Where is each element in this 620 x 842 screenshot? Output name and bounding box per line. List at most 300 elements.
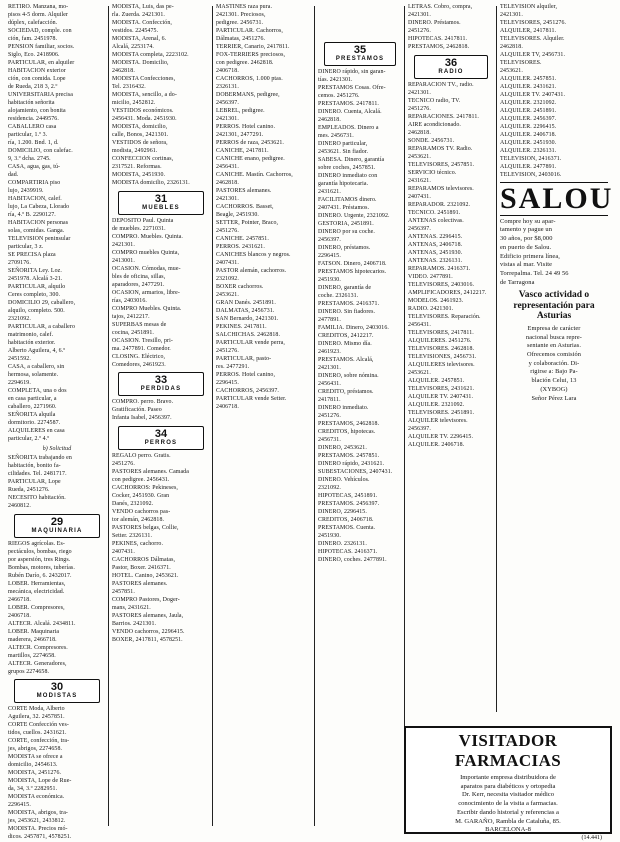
ad-line: ALQUILER. 2451930. xyxy=(500,140,557,146)
ad-line: Danés, 2321092. xyxy=(112,500,154,507)
ad-line: cemos. 2451276. xyxy=(318,93,360,99)
ad-line: MODISTA completa, 2223102. xyxy=(112,52,189,58)
ad-line: RIEGOS agrícolas. Es- xyxy=(8,540,65,547)
ad-line: jes, 2453621, 2433812. xyxy=(8,818,66,824)
ad-line: PASTORES alemanes. Camada xyxy=(112,468,189,475)
ad-line: Aguilera, 32. 2457851. xyxy=(8,714,65,720)
classified-list xyxy=(112,218,210,370)
ad-line: DINERO. Sin fiadores. xyxy=(318,309,376,315)
ad-line: TELEVISORES. xyxy=(500,60,542,66)
ad-line: Cocker, 2451930. Gran xyxy=(112,492,170,499)
ad-line: PARTICULAR, Lope xyxy=(8,479,61,485)
ad-line: 2407431. xyxy=(112,548,135,555)
ad-line: 2462818. xyxy=(318,117,341,123)
ad-line: 2456397. xyxy=(216,100,239,106)
ad-line: CREDITOS, hipotecas. xyxy=(318,429,376,435)
ad-line: 2413001. xyxy=(112,257,135,264)
ad-line: 2462818. xyxy=(408,129,431,136)
ad-line: TECNICO. 2451891. xyxy=(408,209,461,216)
ad-line: habitación exterior. xyxy=(8,340,56,346)
ad-line: SEÑORITA alquila xyxy=(8,412,56,418)
ad-line: 2421301. xyxy=(112,241,135,248)
ad-line: rla. Zuerda. 2421301. xyxy=(112,12,165,18)
ad-line: PRESTAMOS. 2457851. xyxy=(318,453,380,459)
column-6 xyxy=(500,4,614,720)
ad-line: REPARAMOS TV. Radio. xyxy=(408,145,473,152)
section-header-modistas xyxy=(14,679,100,703)
ad-line: 2461923. xyxy=(318,349,341,355)
ad-line: ALTECR. Compresores. xyxy=(8,644,68,651)
ad-line: TELEVISION alquiler, xyxy=(500,4,558,10)
ad-line: aparatos para diabéticos y ortopedia xyxy=(460,782,556,790)
column-rule xyxy=(496,6,497,712)
ad-line: TECNICO radio, TV. xyxy=(408,97,461,104)
ad-line: de muebles. 2271031. xyxy=(112,225,166,232)
ad-line: DINERO, préstamos. xyxy=(318,245,371,251)
ad-line: PASTORES alemanes. xyxy=(216,188,272,194)
ad-line: y colaboración. Di- xyxy=(528,359,580,367)
ad-line: MODISTA, abrigos, tra- xyxy=(8,810,68,816)
ad-line: REPARACIONES. 2417811. xyxy=(408,113,479,120)
section-number: 30 xyxy=(50,681,64,693)
ad-line: PARTICULAR, a caballero xyxy=(8,324,76,330)
ad-line: habitación señorita xyxy=(8,100,55,106)
ad-line: COMPLETA, una o dos xyxy=(8,388,67,394)
ad-line: ALQUILER, 2417811. xyxy=(500,28,557,34)
ad-line: 2451276. xyxy=(216,228,239,234)
ad-line: 30 años, por $8,000 xyxy=(500,235,553,243)
ad-line: Alcalá, 2253174. xyxy=(112,44,155,50)
ad-line: GRAN Danés. 2451891. xyxy=(216,300,276,306)
ad-line: CLOSING. Eléctrico, xyxy=(112,353,166,360)
ad-line: 2421301. Preciosos, xyxy=(216,12,266,18)
section-title: PRESTAMOS xyxy=(335,56,385,62)
ad-line: SEÑORITA Ley. Loz. xyxy=(8,268,62,274)
ad-line: ma. 2477891. Comedor. xyxy=(112,345,171,352)
classified-list xyxy=(8,706,106,842)
ad-line: MODISTA. Confección, xyxy=(112,20,172,26)
ad-line: LETRAS. Cobro, compra, xyxy=(408,4,473,10)
ad-line: calle, Bonos, 2421301. xyxy=(112,132,169,138)
ad-body xyxy=(412,774,604,834)
ad-line: rigirse a: Bajo Pa- xyxy=(530,368,578,376)
section-title: MAQUINARIA xyxy=(31,527,83,534)
ad-line: ALQUILER TV, 2456731. xyxy=(500,52,566,58)
ad-line: 2407431. xyxy=(408,193,431,200)
ad-line: 2451930. xyxy=(318,277,341,283)
ad-line: BOXER cachorros. xyxy=(216,284,264,290)
ad-line: LOBER. Compresores, xyxy=(8,604,65,611)
ad-line: hermosa, solamente. xyxy=(8,372,59,378)
ad-line: MODISTA, Luis, das pe- xyxy=(112,4,174,10)
ad-line: PERROS. Hotel canino. xyxy=(216,124,276,130)
ad-line: res. 2477291. xyxy=(216,364,250,370)
ad-line: AMPLIFICADORES, 2412217. xyxy=(408,289,487,296)
ad-line: alquilo, completo. 500. xyxy=(8,308,65,314)
ad-line: Setter. 2326131. xyxy=(112,532,153,539)
ad-line: CORTE, confección, tra- xyxy=(8,738,70,744)
ad-line: 2456731. xyxy=(318,437,341,443)
ad-line: Ceres completo, 300. xyxy=(8,292,61,298)
ad-line: TELEVISORES, 2457851. xyxy=(408,161,475,168)
ad-line: rías, 2403016. xyxy=(112,297,147,304)
ad-line: MODISTA económica. xyxy=(8,794,65,800)
ad-line: Dálmatas, 2451276. xyxy=(216,36,266,42)
ad-line: CANICHE, 2417811. xyxy=(216,148,269,154)
ad-line: HIPOTECAS, 2451891. xyxy=(318,493,378,499)
ad-line: TELEVISION, 2416371. xyxy=(500,156,562,162)
ad-line: MODISTA. Domicilio, xyxy=(112,60,169,66)
ad-line: Siglo, Eco. 2418906. xyxy=(8,52,60,58)
ad-line: Alberto Aguilera, 4, 6.º xyxy=(8,348,66,354)
ad-line: blación Celui, 13 xyxy=(531,377,577,385)
classified-page xyxy=(8,4,614,841)
ad-line: CREDITOS, 2406718. xyxy=(318,517,374,523)
ad-line: jes, abrigos, 2274658. xyxy=(8,746,63,752)
ad-line: VESTIDOS económicos. xyxy=(112,108,174,114)
ad-line: DINERO, coches. 2477891. xyxy=(318,557,387,563)
ad-line: PRESTAMOS. Cuenta. xyxy=(318,525,376,531)
ad-line: EMPLEADOS. Dinero a xyxy=(318,125,379,131)
ad-line: OCASION, armarios, libre- xyxy=(112,289,180,296)
ad-line: Ofrecemos comisión xyxy=(526,350,582,358)
classified-list xyxy=(112,453,210,645)
ad-line: en casa particular, a xyxy=(8,396,57,402)
ad-line: TELEVISORES. 2462818. xyxy=(408,345,475,352)
ad-line: LEBREL, pedigree. xyxy=(216,108,265,114)
section-number: 34 xyxy=(154,427,168,440)
ad-line: 2317521. Reformas. xyxy=(112,164,162,170)
ad-line: Importante empresa distribuidora de xyxy=(460,774,556,781)
ad-line: Compre hoy su apar- xyxy=(500,217,556,225)
ad-line: MODISTA, sencillo, a do- xyxy=(112,92,177,98)
ad-line: 2453621. Sin fiador. xyxy=(318,149,369,155)
ad-line: 2421301. xyxy=(500,12,523,18)
ad-line: 2421301, 2477291. xyxy=(216,132,264,138)
ad-line: 2451276. xyxy=(318,413,341,419)
ad-line: TELEVISORES, 2403016. xyxy=(408,281,475,288)
ad-line: PENSION familiar, socios. xyxy=(8,44,75,50)
ad-line: HIPOTECAS. 2416371. xyxy=(318,549,378,555)
ad-line: ANTENAS. 2296415. xyxy=(408,233,463,240)
ad-line: PASTORES alemanes. xyxy=(112,580,168,587)
ad-line: CABALLERO casa xyxy=(8,124,57,130)
ad-line: ALQUILER. 2296415. xyxy=(500,124,557,130)
section-header-maquinaria xyxy=(14,514,100,538)
column-4 xyxy=(318,4,402,832)
notice-body xyxy=(500,325,608,403)
ad-line: PRESTAMOS hipotecarios. xyxy=(318,269,387,275)
ad-line: 2321092. xyxy=(216,276,239,282)
ad-line: MASTINES raza pura. xyxy=(216,4,273,10)
ad-line: 2421301. xyxy=(408,89,431,96)
ad-line: PEKINES, cachorro. xyxy=(112,540,164,547)
column-2 xyxy=(112,4,210,832)
ad-line: SEÑORITA trabajando en xyxy=(8,455,72,461)
ad-line: MODISTA, domicilio, xyxy=(112,124,168,130)
ad-line: 2456431. Moda. 2451930. xyxy=(112,116,177,122)
ad-line: TELEVISORES, 2417811. xyxy=(408,329,474,336)
ad-line: ALQUILER TV. 2407431. xyxy=(500,92,566,98)
ad-line: ANTENAS, 2406718. xyxy=(408,241,463,248)
section-header-radio xyxy=(414,55,488,79)
ad-line: MODELOS. 2461923. xyxy=(408,297,464,304)
ad-line: 2321092. xyxy=(318,485,341,491)
ad-line: Escribir dando historial y referencias a xyxy=(457,808,559,816)
ad-line: DOBERMANS, pedigree, xyxy=(216,92,280,98)
ad-line: 2477891. xyxy=(318,317,341,323)
ad-line: ANTENAS, 2451930. xyxy=(408,249,463,256)
ad-line: ALQUILER. 2431621. xyxy=(500,84,557,90)
ad-line: DALMATAS, 2456731. xyxy=(216,308,275,314)
ad-title: VISITADOR FARMACIAS xyxy=(454,731,562,770)
ad-line: Beagle, 2451930. xyxy=(216,212,259,218)
ad-line: DINERO rápido, 2431621. xyxy=(318,461,385,467)
ad-line: DINERO, 2296415. xyxy=(318,509,367,515)
ad-line: 2421301. xyxy=(318,365,341,371)
classified-list xyxy=(112,399,210,423)
ad-line: Barrios. 2421301. xyxy=(112,620,157,627)
ad-line: SOCIEDAD, comple. con xyxy=(8,28,72,34)
section-title: MUEBLES xyxy=(142,204,180,211)
ad-line: HABITACION exterior xyxy=(8,68,66,74)
ad-line: particular, 2.º 4.º xyxy=(8,436,50,442)
ad-line: RETIRO. Manzana, mo- xyxy=(8,4,69,10)
ad-line: ALQUILER. 2326131. xyxy=(500,148,557,154)
salou-ad-text xyxy=(500,218,608,288)
ad-line: aparadores, 2477291. xyxy=(112,281,165,288)
ad-line: HABITACION, calef. xyxy=(8,196,62,202)
ad-line: 2417811. xyxy=(318,397,341,403)
ad-line: CACHORROS: Pekineses, xyxy=(112,484,178,491)
ad-line: TELEVISIONES, 2456731. xyxy=(408,353,477,360)
ad-line: REPARACION TV., radio. xyxy=(408,81,474,88)
ad-line: lujo, 2439919. xyxy=(8,188,44,194)
classified-list xyxy=(216,332,312,412)
ad-line: 2456431. xyxy=(408,321,431,328)
ad-line: 2296415. xyxy=(8,802,31,808)
ad-line: COMPARTIRIA piso xyxy=(8,180,61,186)
ad-line: TELEVISORES. Reparación. xyxy=(408,313,481,320)
ad-line: PARTICULAR vende perra, xyxy=(216,340,285,346)
ad-line: 2453621. xyxy=(500,68,523,74)
ad-line: VENDO cachorros, 2296415. xyxy=(112,628,185,635)
ad-line: COMPRO Muebles. Quinta. xyxy=(112,305,182,312)
ad-line: FOX-TERRIERS preciosos, xyxy=(216,52,286,58)
ad-line: vestidos. 2245475. xyxy=(112,28,159,34)
classified-list xyxy=(216,172,312,332)
ad-line: martillos, 2274658. xyxy=(8,652,56,659)
ad-line: dormitorio. 2274587. xyxy=(8,420,61,426)
ad-line: matrimonio, calef. xyxy=(8,332,54,338)
ad-line: PRESTAMOS, 2462818. xyxy=(318,421,380,427)
ad-line: 2406718. xyxy=(216,68,239,74)
ad-line: ALQUILER. 2321092. xyxy=(500,100,557,106)
ad-line: Tel. 2316432. xyxy=(112,84,146,90)
ad-line: PEKINES. 2417811. xyxy=(216,324,267,330)
ad-line: 2462818. xyxy=(112,68,135,74)
ad-line: CACHORROS Dálmatas, xyxy=(112,556,176,563)
ad-line: CASA, agua, gas, tú- xyxy=(8,164,61,170)
ad-line: PERROS. Hotel canino, xyxy=(216,372,276,378)
ad-line: ALQUILER. 2451891. xyxy=(500,108,557,114)
ad-line: 2326131. xyxy=(216,84,239,90)
ad-line: PASTORES belgas, Collie, xyxy=(112,524,179,531)
ad-line: Rueda, 2451276. xyxy=(8,487,50,493)
ad-line: alojamiento, con bonita xyxy=(8,108,66,114)
ad-line: BOXER, 2417811, 4578251. xyxy=(112,636,183,643)
ad-line: CACHORROS. Basset, xyxy=(216,204,274,210)
ad-line: modista, 2492961. xyxy=(112,148,158,154)
ad-line: TELEVISORES, 2431621. xyxy=(408,385,475,392)
ad-line: DOMICILIO, con calefac. xyxy=(8,148,73,154)
section-title: RADIO xyxy=(438,68,464,75)
ad-line: 2453621. xyxy=(408,369,431,376)
ad-line: MODISTA, Arenal, 6. xyxy=(112,36,167,42)
ad-line: DINERO. Préstamos. xyxy=(408,20,461,26)
visitador-farmacias-ad xyxy=(404,726,612,841)
ad-line: HIPOTECAS. 2417811. xyxy=(408,36,468,42)
ad-line: 2406718. xyxy=(216,404,239,410)
ad-line: 2466718. xyxy=(8,596,31,603)
ad-line: con pedigree. 2462818. xyxy=(216,60,274,66)
section-header-muebles xyxy=(118,191,204,215)
ad-line: sentante en Asturias. xyxy=(526,342,582,350)
ad-line: HOTEL. Canino, 2453621. xyxy=(112,572,179,579)
ad-line: 2451592. xyxy=(8,356,31,362)
ad-line: PARTICULAR. Cachorros, xyxy=(216,28,283,34)
ad-line: REPARAMOS. 2416371. xyxy=(408,265,471,272)
ad-line: ALQUILER. 2406718. xyxy=(408,441,465,448)
ad-line: FACILITAMOS dinero. xyxy=(318,197,377,203)
ad-line: ría, 1.200. Bnd. 1, d. xyxy=(8,140,59,146)
ad-line: DINERO. Vehículos. xyxy=(318,477,370,483)
classified-list xyxy=(216,4,312,172)
ad-line: nacional busca repre- xyxy=(526,333,582,341)
column-rule xyxy=(404,6,405,826)
ad-line: PRESTAMOS. 2416371. xyxy=(318,301,380,307)
ad-line: tías. 2421301. xyxy=(318,77,353,83)
ad-line: con pedigree. 2456431. xyxy=(112,476,170,483)
ad-line: ALQUILERES. 2451276. xyxy=(408,337,472,344)
classified-list xyxy=(318,429,402,565)
ad-line: GESTORIA, 2451891. xyxy=(318,221,374,227)
ad-line: grupos 2274658. xyxy=(8,668,50,675)
ad-line: DINERO. Mismo día. xyxy=(318,341,372,347)
ad-line: ALQUILER. 2477891. xyxy=(500,164,557,170)
ad-line: de Rueda, 218 3, 2.º xyxy=(8,84,58,90)
ad-line: DINERO por su coche. xyxy=(318,229,375,235)
ad-line: PRESTAMOS. Alcalá, xyxy=(318,357,374,363)
ad-line: RADIO. 2421301. xyxy=(408,305,454,312)
ad-line: dúplex, calefacción. xyxy=(8,20,58,26)
ad-line: ALQUILERES televisores. xyxy=(408,361,475,368)
ad-line: pedigree. 2456731. xyxy=(216,20,264,26)
ad-line: 2456431. xyxy=(318,381,341,387)
ad-line: Señor Pérez Lara xyxy=(531,394,577,402)
section-title: PERDIDAS xyxy=(140,386,182,392)
ad-line: CREDITO, préstamos. xyxy=(318,389,374,395)
ad-line: CANICHE. 2457851. xyxy=(216,236,269,242)
ad-line: SUPERBAS mesas de xyxy=(112,321,167,328)
ad-line: pectáculos, bombas, riego xyxy=(8,548,72,555)
ad-line: COMPRO. Muebles. Quinta. xyxy=(112,233,183,240)
ad-line: COMPRO Pastores, Doger- xyxy=(112,596,180,603)
ad-line: 2407431. xyxy=(216,260,239,266)
classified-list xyxy=(500,4,608,180)
classified-list xyxy=(8,4,106,444)
ad-line: mans, 2431621. xyxy=(112,604,151,611)
section-number: 36 xyxy=(444,56,458,69)
ad-line: 2451276. xyxy=(408,28,431,34)
ad-line: CANICHE. Mastín. Cachorros, xyxy=(216,172,293,178)
ad-line: LOBER. Herramientas, xyxy=(8,580,66,587)
ad-line: TERRIER, Canario, 2417811. xyxy=(216,44,290,50)
ad-line: domicilio, 2454613. xyxy=(8,762,58,768)
ad-line: ALQUILER televisores. xyxy=(408,417,468,424)
ad-line: 2451978. Alcalá 3-21. xyxy=(8,276,63,282)
ad-line: PERROS de raza, 2453621. xyxy=(216,140,285,146)
ad-line: MODISTA, Lope de Rue- xyxy=(8,778,72,784)
section-header-prestamos xyxy=(324,42,396,66)
ad-line: AIRE acondicionado. xyxy=(408,121,461,128)
ad-line: CORTE Moda, Alberto xyxy=(8,706,65,712)
classified-list xyxy=(408,4,494,52)
ad-line: vistas al mar. Visite xyxy=(500,261,553,269)
notice-headline: Vasco actividad o representación para Asturias xyxy=(513,290,595,322)
ad-line: DINERO rápido, sin garan- xyxy=(318,69,386,75)
ad-line: 2421301. xyxy=(408,12,431,18)
ad-line: FATSON. Dinero, 2406718. xyxy=(318,261,387,267)
ad-line: 2456431. xyxy=(216,164,239,170)
ad-line: PRESTAMOS Cosas. Ofre- xyxy=(318,85,386,91)
ad-line: PRESTAMOS. 2417811. xyxy=(318,101,379,107)
ad-line: PASTORES alemanes, Jaula, xyxy=(112,612,184,619)
section-number: 31 xyxy=(154,192,168,205)
ad-line: 2453621. xyxy=(408,153,431,160)
ad-line: CACHORROS, 2456397. xyxy=(216,388,279,394)
ad-line: SUBESTACIONES, 2407431. xyxy=(318,469,393,475)
column-rule xyxy=(314,6,315,826)
ad-line: por aspersión, tres Rings. xyxy=(8,556,71,563)
ad-line: Bombas, motores, tuberías. xyxy=(8,564,75,571)
ad-line: REGALO perro. Gratis. xyxy=(112,452,171,459)
ad-line: ción, con comida. Lope xyxy=(8,76,66,82)
ad-line: TELEVISORES, 2451276. xyxy=(500,20,567,26)
ad-line: bles de oficina, sillas, xyxy=(112,273,166,280)
ad-line: Rubén Darío, 6. 2432017. xyxy=(8,572,72,579)
ad-line: SAN Bernardo, 2421301. xyxy=(216,316,279,322)
ad-line: 2296415. xyxy=(318,253,341,259)
ad-line: 2456397. xyxy=(408,425,431,432)
ad-line: SABESA. Dinero, garantía xyxy=(318,157,385,163)
ad-line: Comedores, 2461923. xyxy=(112,361,166,368)
column-rule xyxy=(108,6,109,826)
ad-line: ALTECR. Alcalá. 2434811. xyxy=(8,620,76,627)
ad-line: 2451276. xyxy=(112,460,135,467)
ad-line: DINERO. Cuenta, Alcalá. xyxy=(318,109,382,115)
ad-line: sobre coches, 2457851. xyxy=(318,165,376,171)
ad-line: conocimiento de la visita a farmacias. xyxy=(458,800,558,808)
ad-line: 9, 3.º dcha. 2745. xyxy=(8,156,51,162)
classified-list xyxy=(8,541,106,677)
ad-line: VENDO cachorros pas- xyxy=(112,508,171,515)
ad-line: particular, 3 z. xyxy=(8,244,44,250)
ad-line: TELEVISION, 2403016. xyxy=(500,172,562,178)
ad-line: VIDEO. 2477891. xyxy=(408,273,453,280)
ad-line: 2421301. xyxy=(216,196,239,202)
ad-line: Gratificación. Paseo xyxy=(112,407,162,413)
